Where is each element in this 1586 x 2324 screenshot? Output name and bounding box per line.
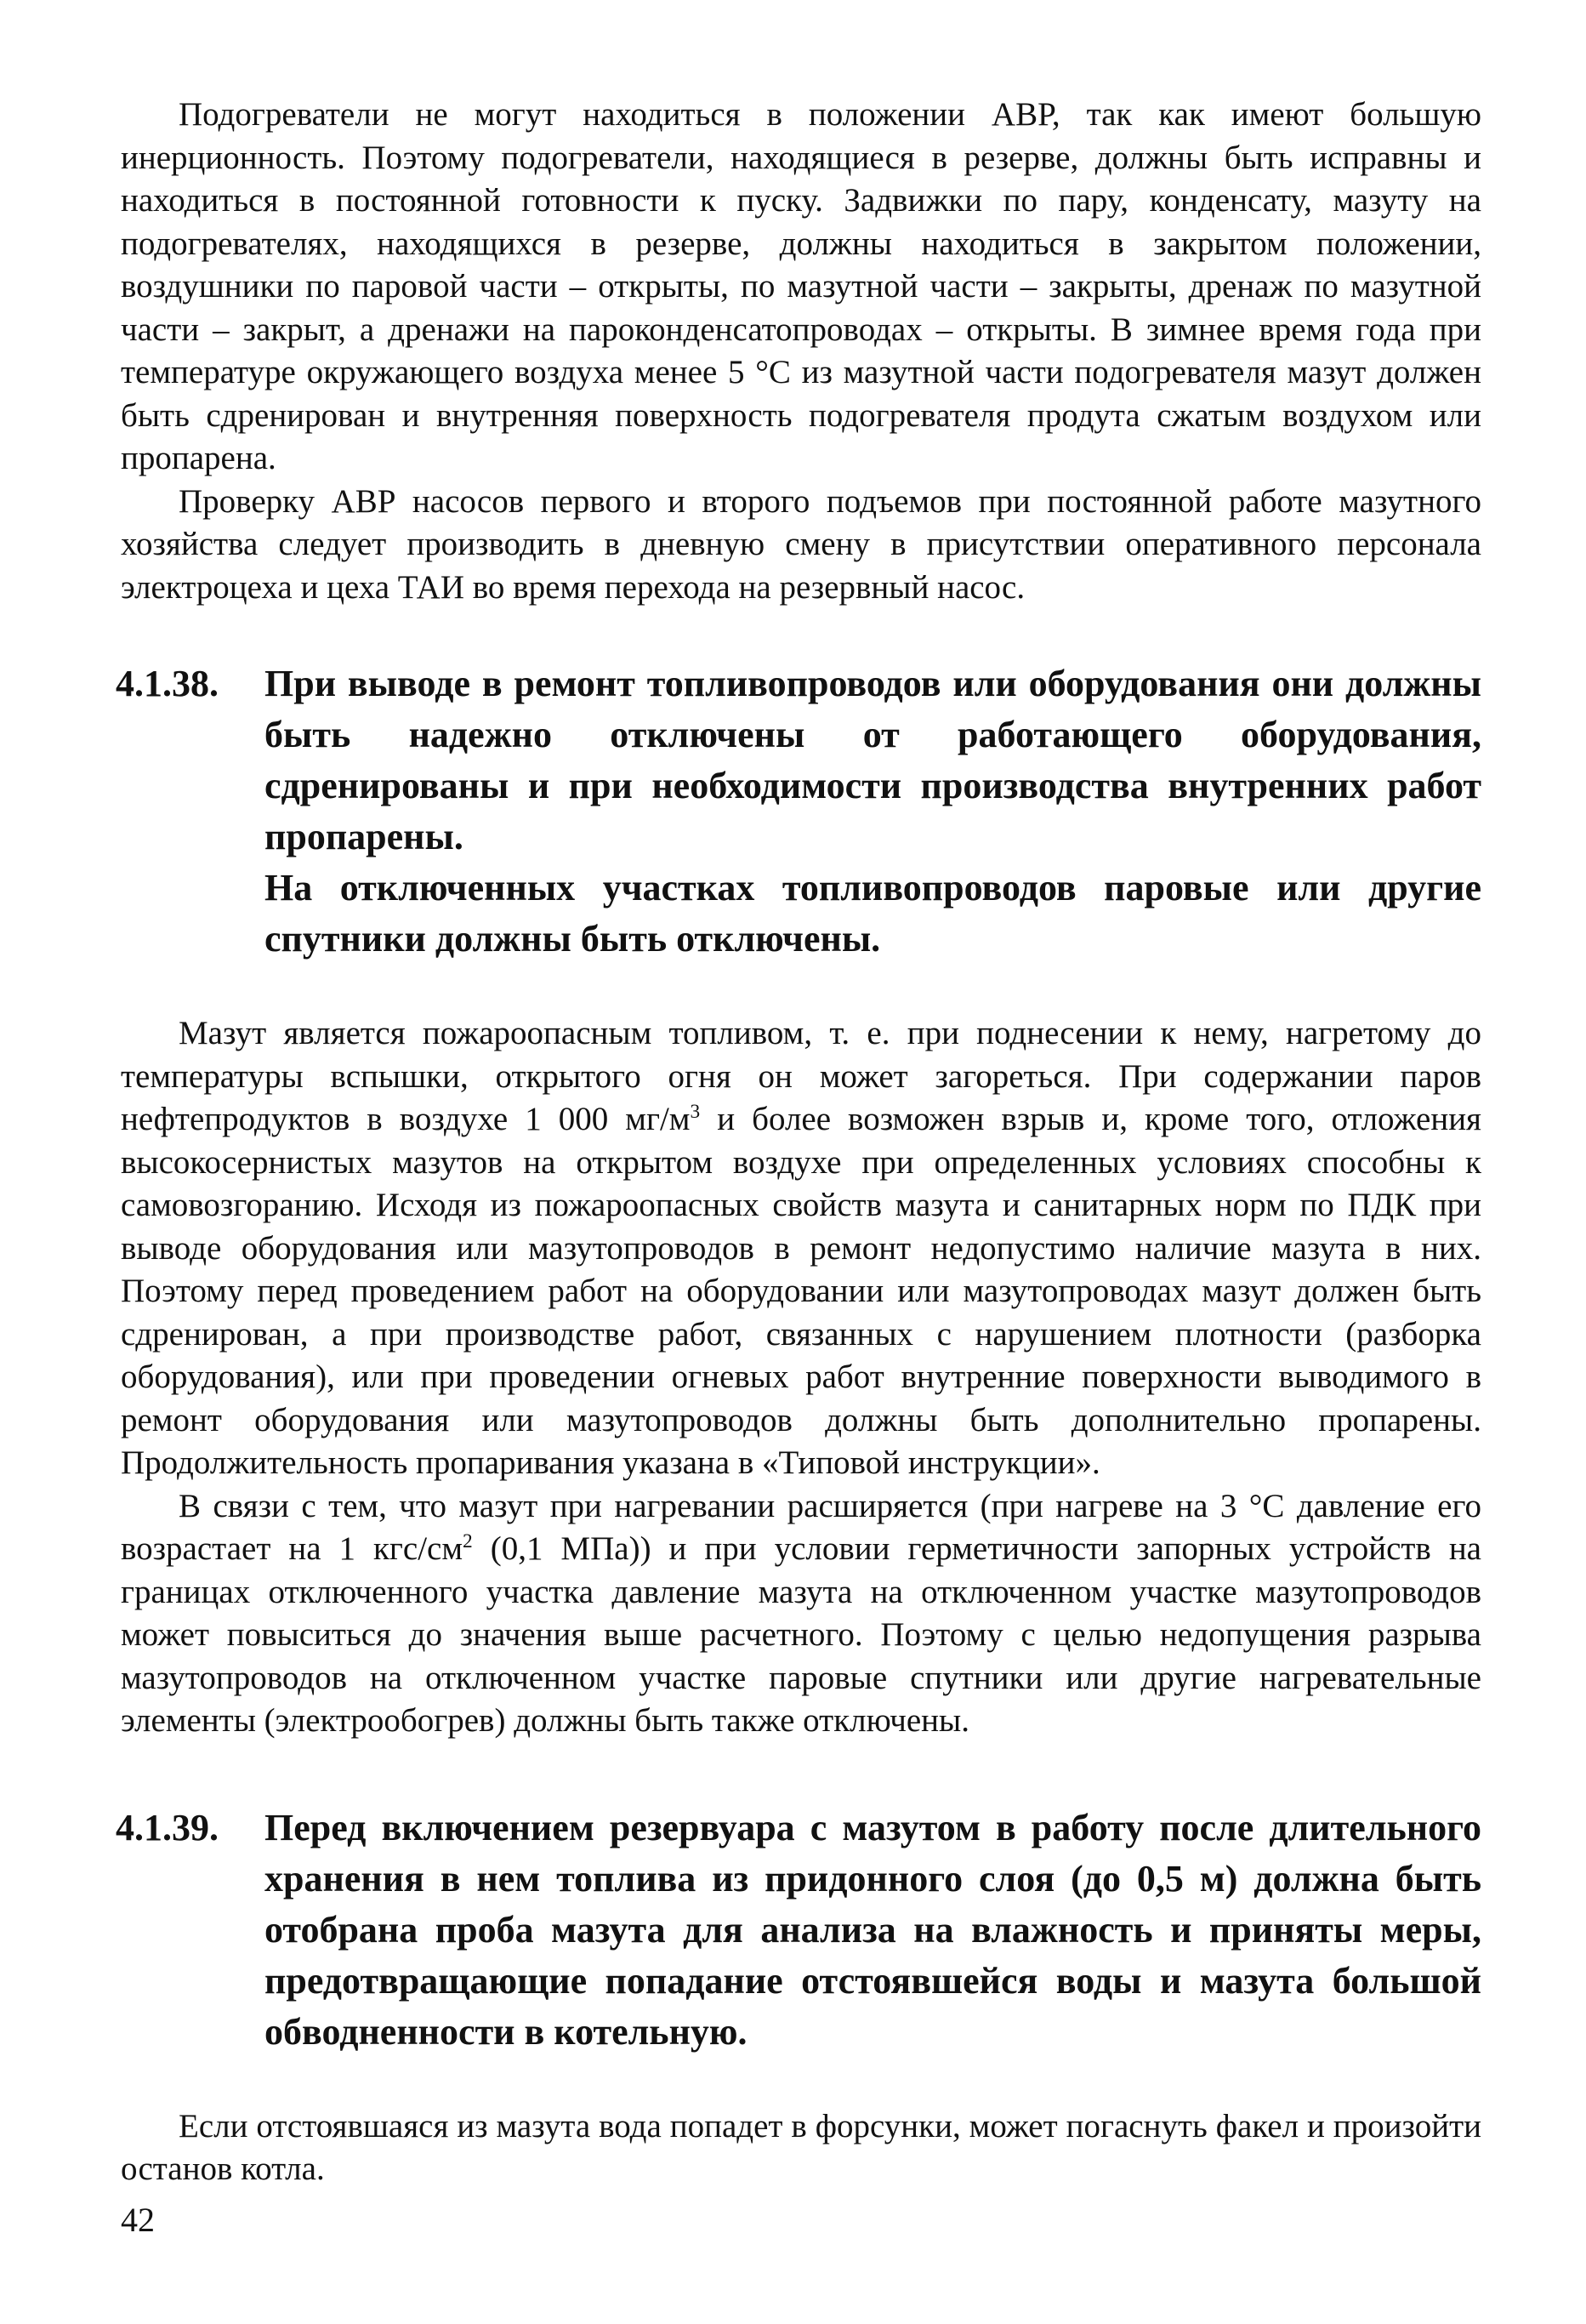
section-heading <box>264 658 1481 965</box>
paragraph-text: (0,1 МПа)) и при условии герметичности запорных устройств на границах отключенного участка давление мазута на отключенном участке мазутопроводов может повыситься до значения выше расчетного. Поэтому с целью недопущения разрыва мазутопроводов на отключенном участке паровые спутники или другие нагревательные элементы (электрообогрев) должны быть также отключены. <box>121 1530 1481 1739</box>
paragraph-text: и более возможен взрыв и, кроме того, отложения высокосернистых мазутов на открытом воздухе при определенных условиях способны к самовозгоранию. Исходя из пожароопасных свойств мазута и санитарных норм по ПДК при выводе оборудования или мазутопроводов в ремонт недопустимо наличие мазута в них. Поэтому перед проведением работ на оборудовании или мазутопроводах мазут должен быть сдренирован, а при производстве работ, связанных с нарушением плотности (разборка оборудования), или при проведении огневых работ внутренние поверхности выводимого в ремонт оборудования или мазутопроводов должны быть дополнительно пропарены. Продолжительность пропаривания указана в «Типовой инструкции». <box>121 1101 1482 1481</box>
paragraph-heaters-reserve: Подогреватели не могут находиться в положении АВР, так как имеют большую инерционность. Поэтому подогреватели, находящиеся в резерве, должны быть исправны и находиться в постоянной готовности к пуску. Задвижки по пару, конденсату, мазуту на подогревателях, находящихся в резерве, должны находиться в закрытом положении, воздушники по паровой части – открыты, по мазутной части – закрыты, дренаж по мазутной части – закрыт, а дренажи на пароконденсатопроводах – открыты. В зимнее время года при температуре окружающего воздуха менее 5 °С из мазутной части подогревателя мазут должен быть сдренирован и внутренняя поверхность подогревателя продута сжатым воздухом или пропарена. <box>121 96 1481 476</box>
section-heading-text: Перед включением резервуара с мазутом в работу после длительного хранения в нем топлива из придонного слоя (до 0,5 м) должна быть отобрана проба мазута для анализа на влажность и приняты меры, предотвращающие попадание отстоявшейся воды и мазута большой обводненности в котельную. <box>264 1806 1481 2053</box>
paragraph-text: В связи с тем, что мазут при нагревании расширяется (при нагреве на 3 °С давление его возрастает на 1 кгс/см <box>121 1487 1481 1567</box>
paragraph-fuel-oil-hazard <box>121 1012 1481 1485</box>
page-number: 42 <box>121 2201 155 2239</box>
paragraph-water-in-burners: Если отстоявшаяся из мазута вода попадет в форсунки, может погаснуть факел и произойти останов котла. <box>121 2107 1481 2187</box>
section-heading-text: При выводе в ремонт топливопроводов или оборудования они должны быть надежно отключены от работающего оборудования, сдренированы и при необходимости производства внутренних работ пропарены. <box>264 663 1481 857</box>
superscript: 2 <box>463 1530 473 1552</box>
document-page <box>116 94 1482 2191</box>
section-4-1-38 <box>116 658 1481 965</box>
section-heading-text-2: На отключенных участках топливопроводов паровые или другие спутники должны быть отключены. <box>264 867 1481 960</box>
paragraph-text: Мазут является пожароопасным топливом, т. е. при поднесении к нему, нагретому до температуры вспышки, открытого огня он может загореться. При содержании паров нефтепродуктов в воздухе 1 000 мг/м <box>121 1015 1481 1137</box>
section-4-1-39 <box>116 1803 1481 2058</box>
paragraph-pressure-rise <box>121 1485 1481 1743</box>
superscript: 3 <box>690 1101 701 1123</box>
section-number: 4.1.39. <box>116 1806 219 1848</box>
section-number: 4.1.38. <box>116 663 219 704</box>
section-heading <box>264 1803 1481 2058</box>
paragraph-avr-check: Проверку АВР насосов первого и второго подъемов при постоянной работе мазутного хозяйства следует производить в дневную смену в присутствии оперативного персонала электроцеха и цеха ТАИ во время перехода на резервный насос. <box>121 482 1481 606</box>
